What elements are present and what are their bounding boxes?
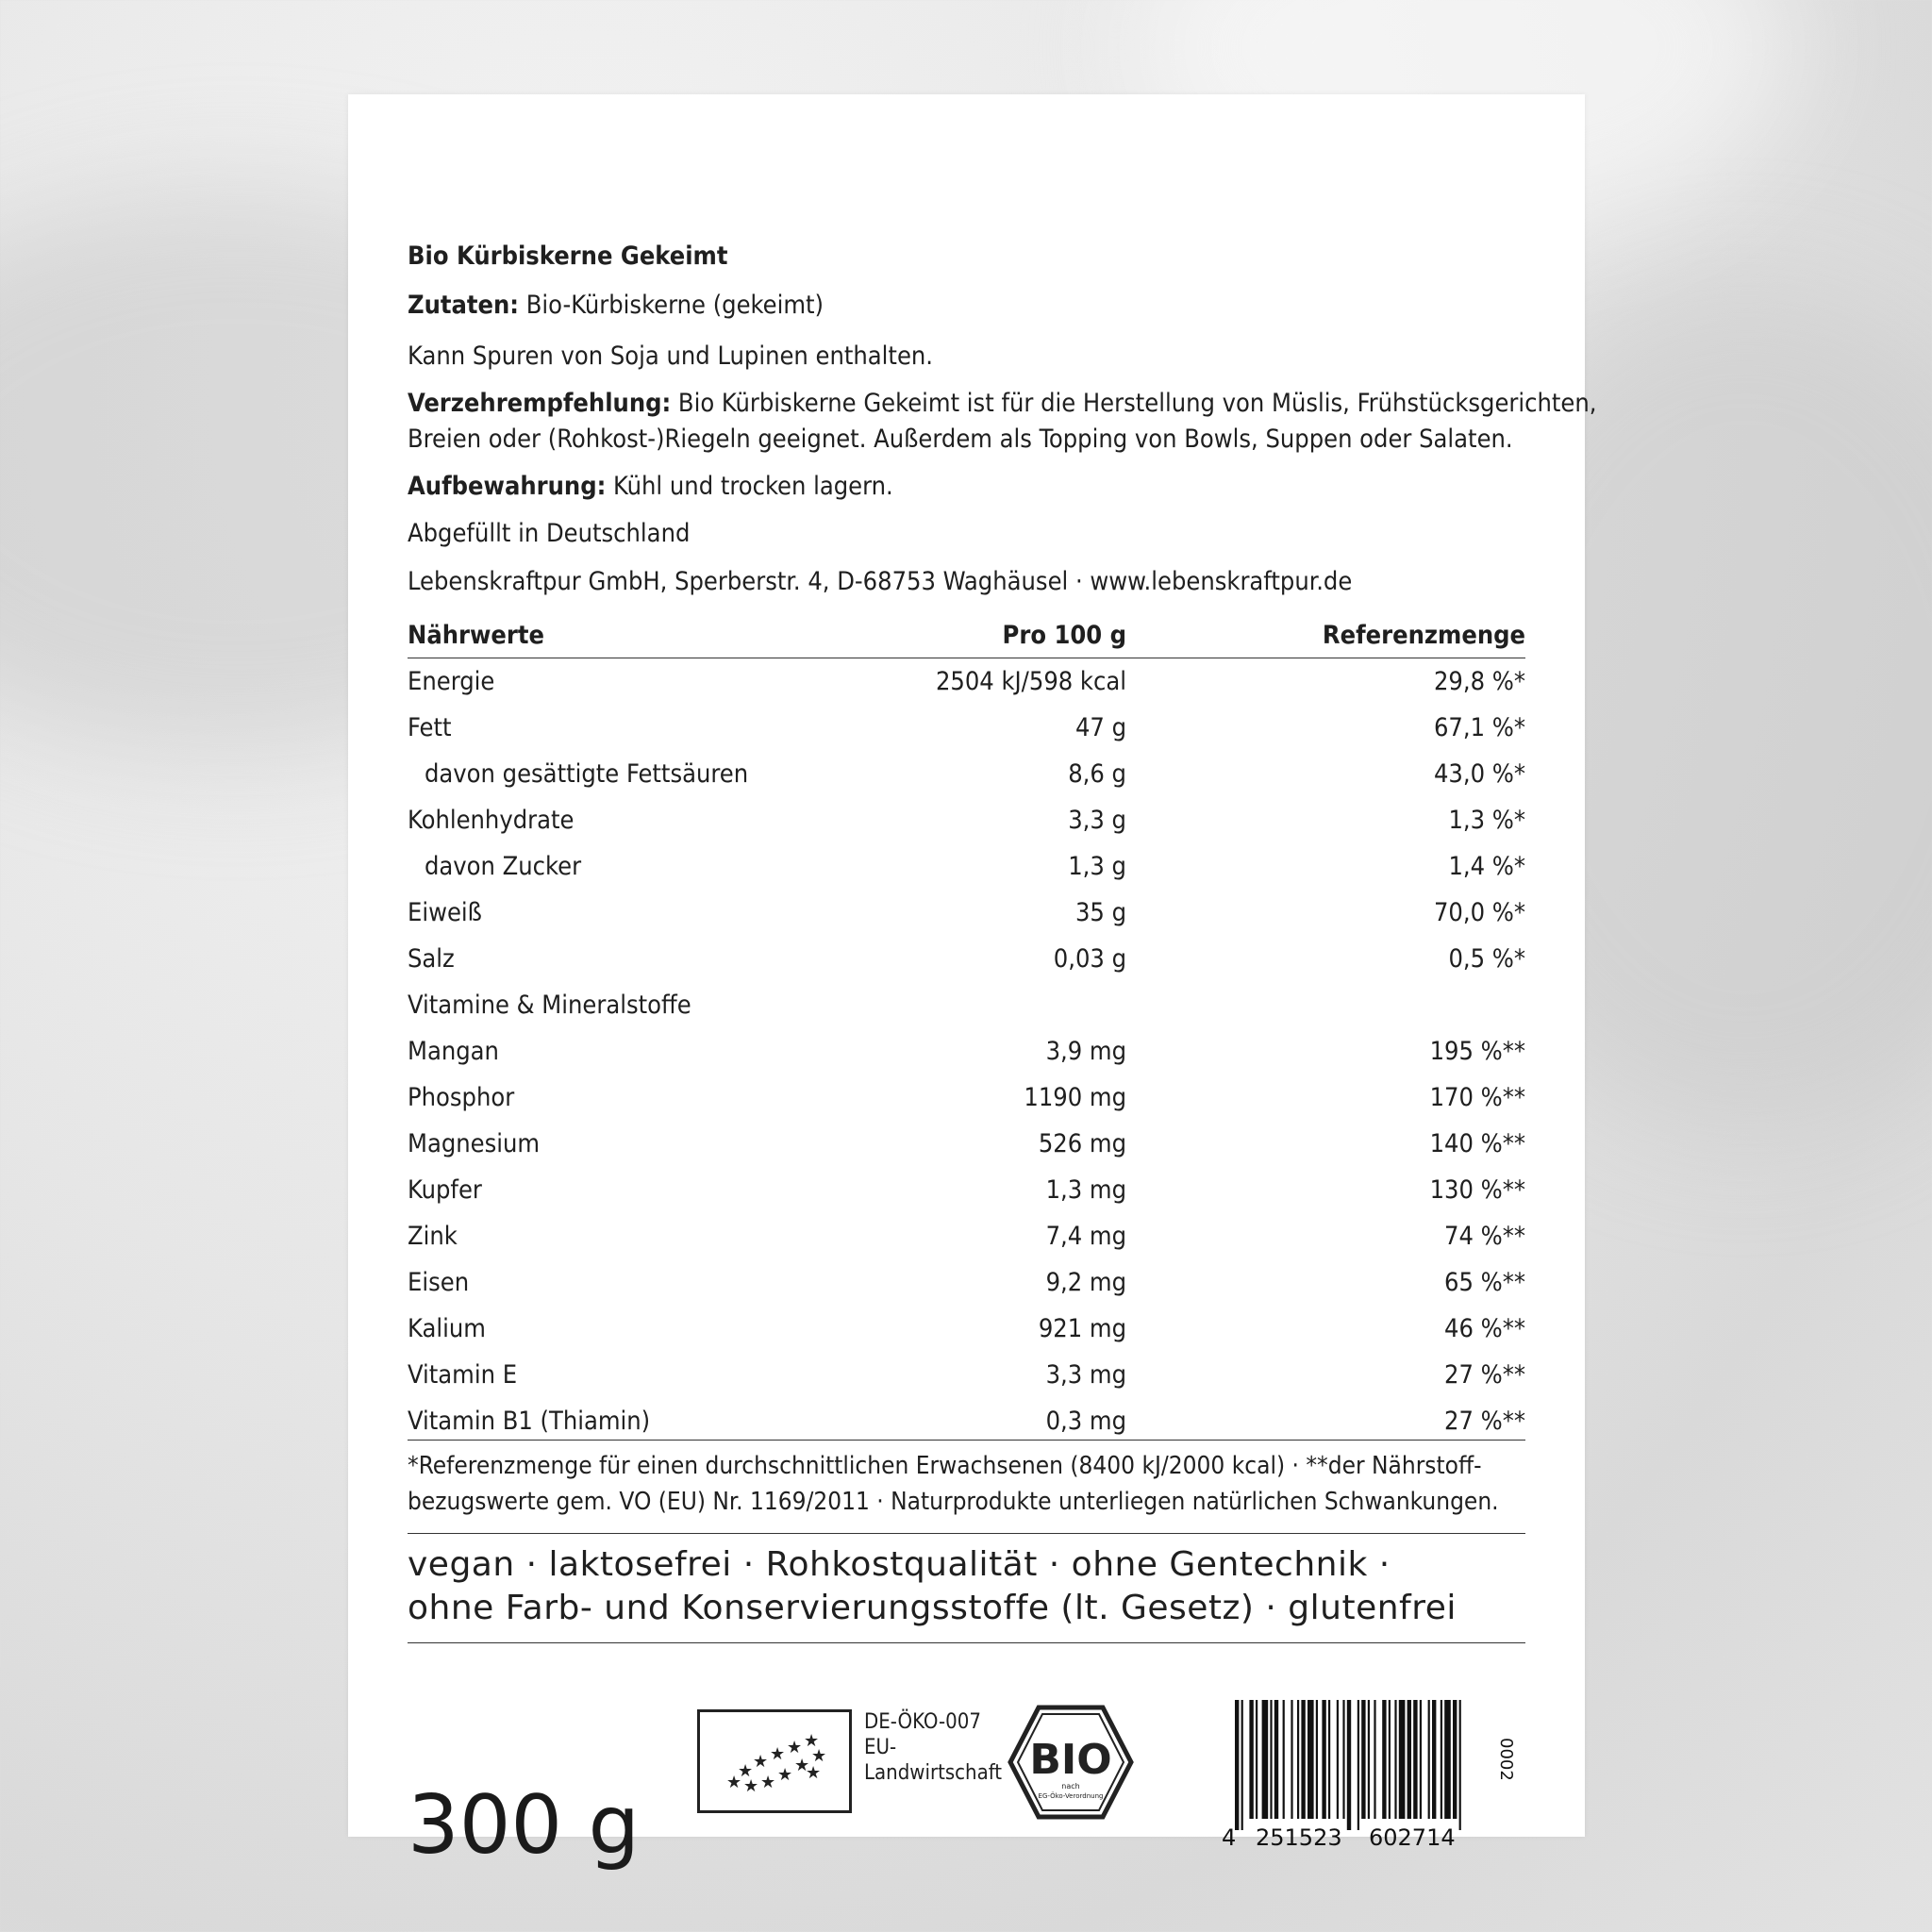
barcode-group-2: 602714 (1369, 1824, 1456, 1851)
product-claims: vegan · laktosefrei · Rohkostqualität · ohne Gentechnik · ohne Farb- und Konservierungsstoffe (lt. Gesetz) · glutenfrei (408, 1533, 1525, 1630)
table-row: Phosphor 1190 mg 170 %** (408, 1083, 1525, 1112)
eu-organic-leaf-icon (697, 1709, 852, 1813)
table-row: Salz 0,03 g 0,5 %* (408, 944, 1525, 974)
svg-text:★: ★ (787, 1738, 803, 1757)
barcode-bar (1301, 1700, 1305, 1819)
barcode-bar (1368, 1700, 1370, 1819)
barcode-bar (1283, 1700, 1285, 1819)
barcode-bar (1357, 1700, 1359, 1830)
barcode-bar (1453, 1700, 1457, 1819)
bio-seal-small-1: nach (1061, 1782, 1080, 1790)
barcode-bar (1413, 1700, 1417, 1819)
barcode-digit-1: 4 (1222, 1824, 1237, 1851)
eu-control-code: DE-ÖKO-007 EU- Landwirtschaft (864, 1710, 1003, 1785)
barcode-bar (1394, 1700, 1396, 1819)
table-row: Kohlenhydrate 3,3 g 1,3 %* (408, 806, 1525, 835)
table-row: Vitamin E 3,3 mg 27 %** (408, 1360, 1525, 1390)
table-row: Eisen 9,2 mg 65 %** (408, 1268, 1525, 1297)
svg-text:★: ★ (794, 1756, 810, 1775)
svg-text:★: ★ (760, 1773, 776, 1792)
barcode-bar (1428, 1700, 1430, 1819)
product-title: Bio Kürbiskerne Gekeimt (408, 242, 728, 271)
allergen-note: Kann Spuren von Soja und Lupinen enthalten. (408, 341, 934, 371)
ingredients: Zutaten: Bio-Kürbiskerne (gekeimt) (408, 291, 824, 320)
barcode-bar (1361, 1700, 1365, 1819)
svg-text:★: ★ (738, 1761, 754, 1781)
table-row: davon gesättigte Fettsäuren 8,6 g 43,0 %* (425, 759, 1525, 789)
barcode-bar (1342, 1700, 1344, 1819)
nutrition-header (408, 608, 1525, 658)
barcode-bar (1347, 1700, 1351, 1830)
table-row: Kalium 921 mg 46 %** (408, 1314, 1525, 1343)
barcode-bar (1316, 1700, 1318, 1819)
barcode-bar (1420, 1700, 1422, 1819)
table-row: Zink 7,4 mg 74 %** (408, 1222, 1525, 1251)
svg-text:★: ★ (806, 1763, 822, 1783)
barcode-bar (1374, 1700, 1375, 1819)
barcode-bar (1297, 1700, 1299, 1819)
svg-text:★: ★ (804, 1731, 820, 1751)
svg-text:★: ★ (753, 1752, 769, 1772)
header-nutrient: Nährwerte (408, 621, 544, 650)
origin: Abgefüllt in Deutschland (408, 519, 691, 548)
svg-text:★: ★ (743, 1776, 759, 1796)
svg-text:★: ★ (770, 1744, 786, 1764)
barcode-bar (1432, 1700, 1436, 1819)
barcode-group-1: 251523 (1256, 1824, 1342, 1851)
svg-text:★: ★ (811, 1746, 827, 1766)
barcode-bar (1291, 1700, 1292, 1819)
bio-seal-text: BIO (1029, 1736, 1112, 1784)
recommendation: Verzehrempfehlung: Bio Kürbiskerne Gekeimt ist für die Herstellung von Müslis, Frühstücksgerichten, Breien oder (Rohkost-)Riegeln geeignet. Außerdem als Topping von Bowls, Suppen oder Salaten. (408, 389, 1597, 454)
barcode-bar (1328, 1700, 1330, 1819)
product-label (348, 94, 1597, 1873)
table-row: Vitamine & Mineralstoffe (408, 991, 691, 1020)
table-row: davon Zucker 1,3 g 1,4 %* (425, 852, 1525, 881)
barcode-bar (1270, 1700, 1272, 1819)
barcode-bar (1337, 1700, 1339, 1819)
bio-seal-small-2: EG-Öko-Verordnung (1038, 1792, 1104, 1800)
header-per-100g: Pro 100 g (1002, 621, 1126, 650)
barcode-bar (1307, 1700, 1314, 1819)
svg-text:★: ★ (726, 1773, 742, 1792)
table-row: Magnesium 526 mg 140 %** (408, 1129, 1525, 1158)
table-row: Kupfer 1,3 mg 130 %** (408, 1175, 1525, 1205)
barcode-bar (1256, 1700, 1257, 1819)
barcode-bar (1262, 1700, 1269, 1819)
barcode-bar (1274, 1700, 1278, 1819)
divider (408, 1642, 1525, 1643)
barcode-bar (1441, 1700, 1442, 1819)
barcode-bar (1241, 1700, 1243, 1830)
barcode-bar (1407, 1700, 1411, 1819)
barcode-bar (1322, 1700, 1325, 1819)
svg-text:★: ★ (777, 1765, 793, 1785)
barcode-bar (1382, 1700, 1386, 1819)
table-row: Mangan 3,9 mg 195 %** (408, 1037, 1525, 1066)
barcode-bar (1399, 1700, 1406, 1819)
barcode-bar (1235, 1700, 1239, 1830)
barcode-bar (1459, 1700, 1461, 1830)
barcode-side: 0002 (1496, 1738, 1516, 1781)
header-reference: Referenzmenge (1322, 621, 1525, 650)
reference-footnote: *Referenzmenge für einen durchschnittlichen Erwachsenen (8400 kJ/2000 kcal) · **der Nährstoff- bezugswerte gem. VO (EU) Nr. 1169/2011 · Naturprodukte unterliegen natürlichen Schwankungen. (408, 1440, 1525, 1520)
table-row: Energie 2504 kJ/598 kcal 29,8 %* (408, 667, 1525, 696)
table-row: Vitamin B1 (Thiamin) 0,3 mg 27 %** (408, 1407, 1525, 1436)
storage: Aufbewahrung: Kühl und trocken lagern. (408, 472, 893, 501)
barcode-bar (1444, 1700, 1451, 1819)
barcode-bar (1249, 1700, 1253, 1819)
bio-hexagon-seal-icon (1007, 1704, 1135, 1821)
table-row: Eiweiß 35 g 70,0 %* (408, 898, 1525, 927)
company-address: Lebenskraftpur GmbH, Sperberstr. 4, D-68753 Waghäusel · www.lebenskraftpur.de (408, 567, 1353, 596)
net-weight: 300 g (408, 1778, 641, 1873)
barcode-icon (1218, 1700, 1525, 1851)
table-row: Fett 47 g 67,1 %* (408, 713, 1525, 742)
nutrition-table (408, 608, 1525, 1444)
barcode-bar (1389, 1700, 1391, 1819)
